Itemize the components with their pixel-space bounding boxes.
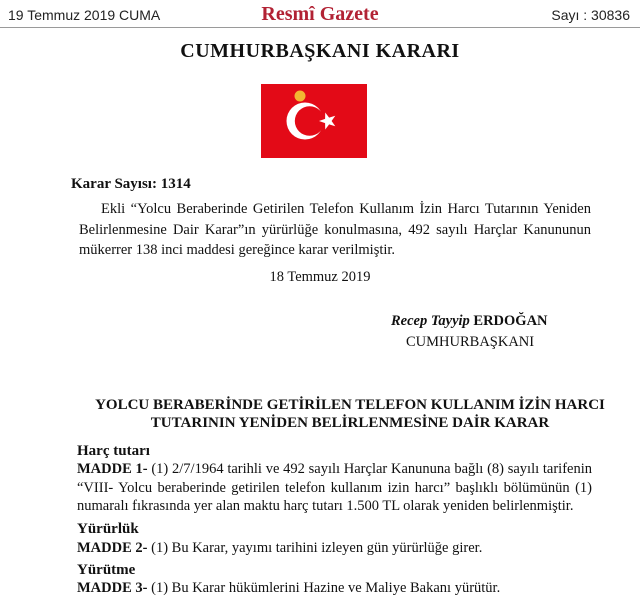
- intro-text: Ekli “Yolcu Beraberinde Getirilen Telefon Kullanım İzin Harcı Tutarının Yeniden Belirlenmesine Dair Karar”ın yürürlüğe konulmasına, 492 sayılı Harçlar Kanununun mükerrer 138 inci maddesi gereğince karar verilmiştir.: [79, 201, 591, 258]
- decree-title: [70, 396, 630, 432]
- decision-date: 18 Temmuz 2019: [269, 269, 371, 285]
- intro-paragraph: [79, 199, 591, 261]
- publication-date: 19 Temmuz 2019 CUMA: [8, 7, 161, 23]
- article-1: [77, 460, 592, 516]
- decision-number: Karar Sayısı: 1314: [71, 176, 191, 192]
- section-heading-fee-amount: Harç tutarı: [77, 443, 150, 459]
- article-2-label: MADDE 2-: [77, 540, 148, 556]
- decree-title-line-2: TUTARININ YENİDEN BELİRLENMESİNE DAİR KARAR: [150, 415, 550, 431]
- signatory-name: [391, 311, 548, 332]
- signatory-first-name: Recep Tayyip: [391, 313, 474, 329]
- article-3: [77, 579, 592, 598]
- signatory-title: CUMHURBAŞKANI: [406, 334, 535, 350]
- signatory-last-name: ERDOĞAN: [473, 313, 548, 329]
- decree-title-line-1: YOLCU BERABERİNDE GETİRİLEN TELEFON KULLANIM İZİN HARCI: [95, 397, 605, 413]
- issue-number: Sayı : 30836: [551, 7, 630, 23]
- turkish-flag-icon: [261, 84, 367, 158]
- article-2: [77, 539, 592, 558]
- section-heading-execution: Yürütme: [77, 562, 136, 578]
- document-title: CUMHURBAŞKANI KARARI: [180, 40, 460, 62]
- article-1-label: MADDE 1-: [77, 461, 148, 477]
- article-1-text: (1) 2/7/1964 tarihli ve 492 sayılı Harçlar Kanununa bağlı (8) sayılı tarifenin “VIII- Yolcu beraberinde getirilen telefon kullanım izin harcı” başlıklı bölümünün (1) numaralı fıkrasında yer alan maktu harç tutarı 1.500 TL olarak yeniden belirlenmiştir.: [77, 461, 592, 514]
- article-3-label: MADDE 3-: [77, 580, 148, 596]
- section-heading-effective: Yürürlük: [77, 521, 139, 537]
- article-3-text: (1) Bu Karar hükümlerini Hazine ve Maliye Bakanı yürütür.: [147, 580, 501, 596]
- article-2-text: (1) Bu Karar, yayımı tarihini izleyen gün yürürlüğe girer.: [147, 540, 483, 556]
- gazette-title: Resmî Gazete: [261, 3, 379, 25]
- header-divider: [0, 27, 640, 28]
- gazette-header: [0, 4, 640, 28]
